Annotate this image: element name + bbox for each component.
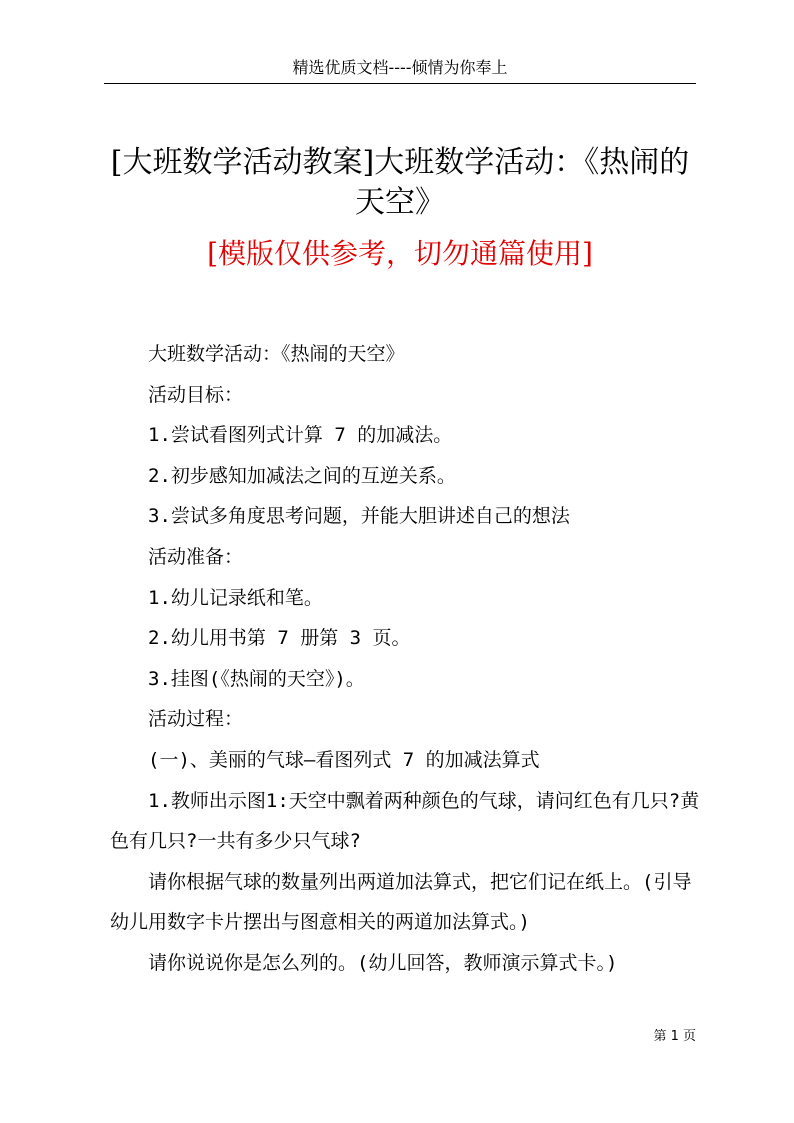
body-paragraph-7: 1.幼儿记录纸和笔。 [148, 586, 323, 609]
body-paragraph-2: 活动目标： [148, 383, 244, 406]
body-paragraph-1: 大班数学活动：《热闹的天空》 [148, 343, 405, 365]
body-paragraph-12: 1.教师出示图1:天空中飘着两种颜色的气球，请问红色有几只?黄色有几只?一共有多少只气球? [110, 789, 700, 853]
body-paragraph-6: 活动准备： [148, 545, 244, 568]
body-paragraph-9: 3.挂图(《热闹的天空》)。 [148, 667, 365, 690]
title-line-1: [大班数学活动教案]大班数学活动：《热闹的 [110, 145, 690, 180]
body-paragraph-8: 2.幼儿用书第 7 册第 3 页。 [148, 627, 411, 650]
template-notice: [模版仅供参考，切勿通篇使用] [207, 237, 593, 270]
body-paragraph-14: 请你说说你是怎么列的。(幼儿回答，教师演示算式卡。) [148, 951, 618, 974]
page-number: 第 1 页 [653, 1029, 696, 1044]
header-divider [104, 83, 696, 84]
body-paragraph-3: 1.尝试看图列式计算 7 的加减法。 [148, 424, 453, 447]
body-paragraph-11: (一)、美丽的气球—看图列式 7 的加减法算式 [148, 748, 540, 771]
document-title [104, 143, 696, 223]
title-line-2: 天空》 [355, 185, 445, 220]
body-paragraph-4: 2.初步感知加减法之间的互逆关系。 [148, 464, 456, 487]
body-paragraph-13: 请你根据气球的数量列出两道加法算式，把它们记在纸上。(引导幼儿用数字卡片摆出与图意相关的两道加法算式。) [110, 870, 692, 934]
page-header: 精选优质文档----倾情为你奉上 [292, 58, 508, 77]
body-paragraph-10: 活动过程： [148, 708, 244, 731]
body-paragraph-5: 3.尝试多角度思考问题，并能大胆讲述自己的想法 [148, 505, 570, 528]
document-body [110, 334, 700, 984]
